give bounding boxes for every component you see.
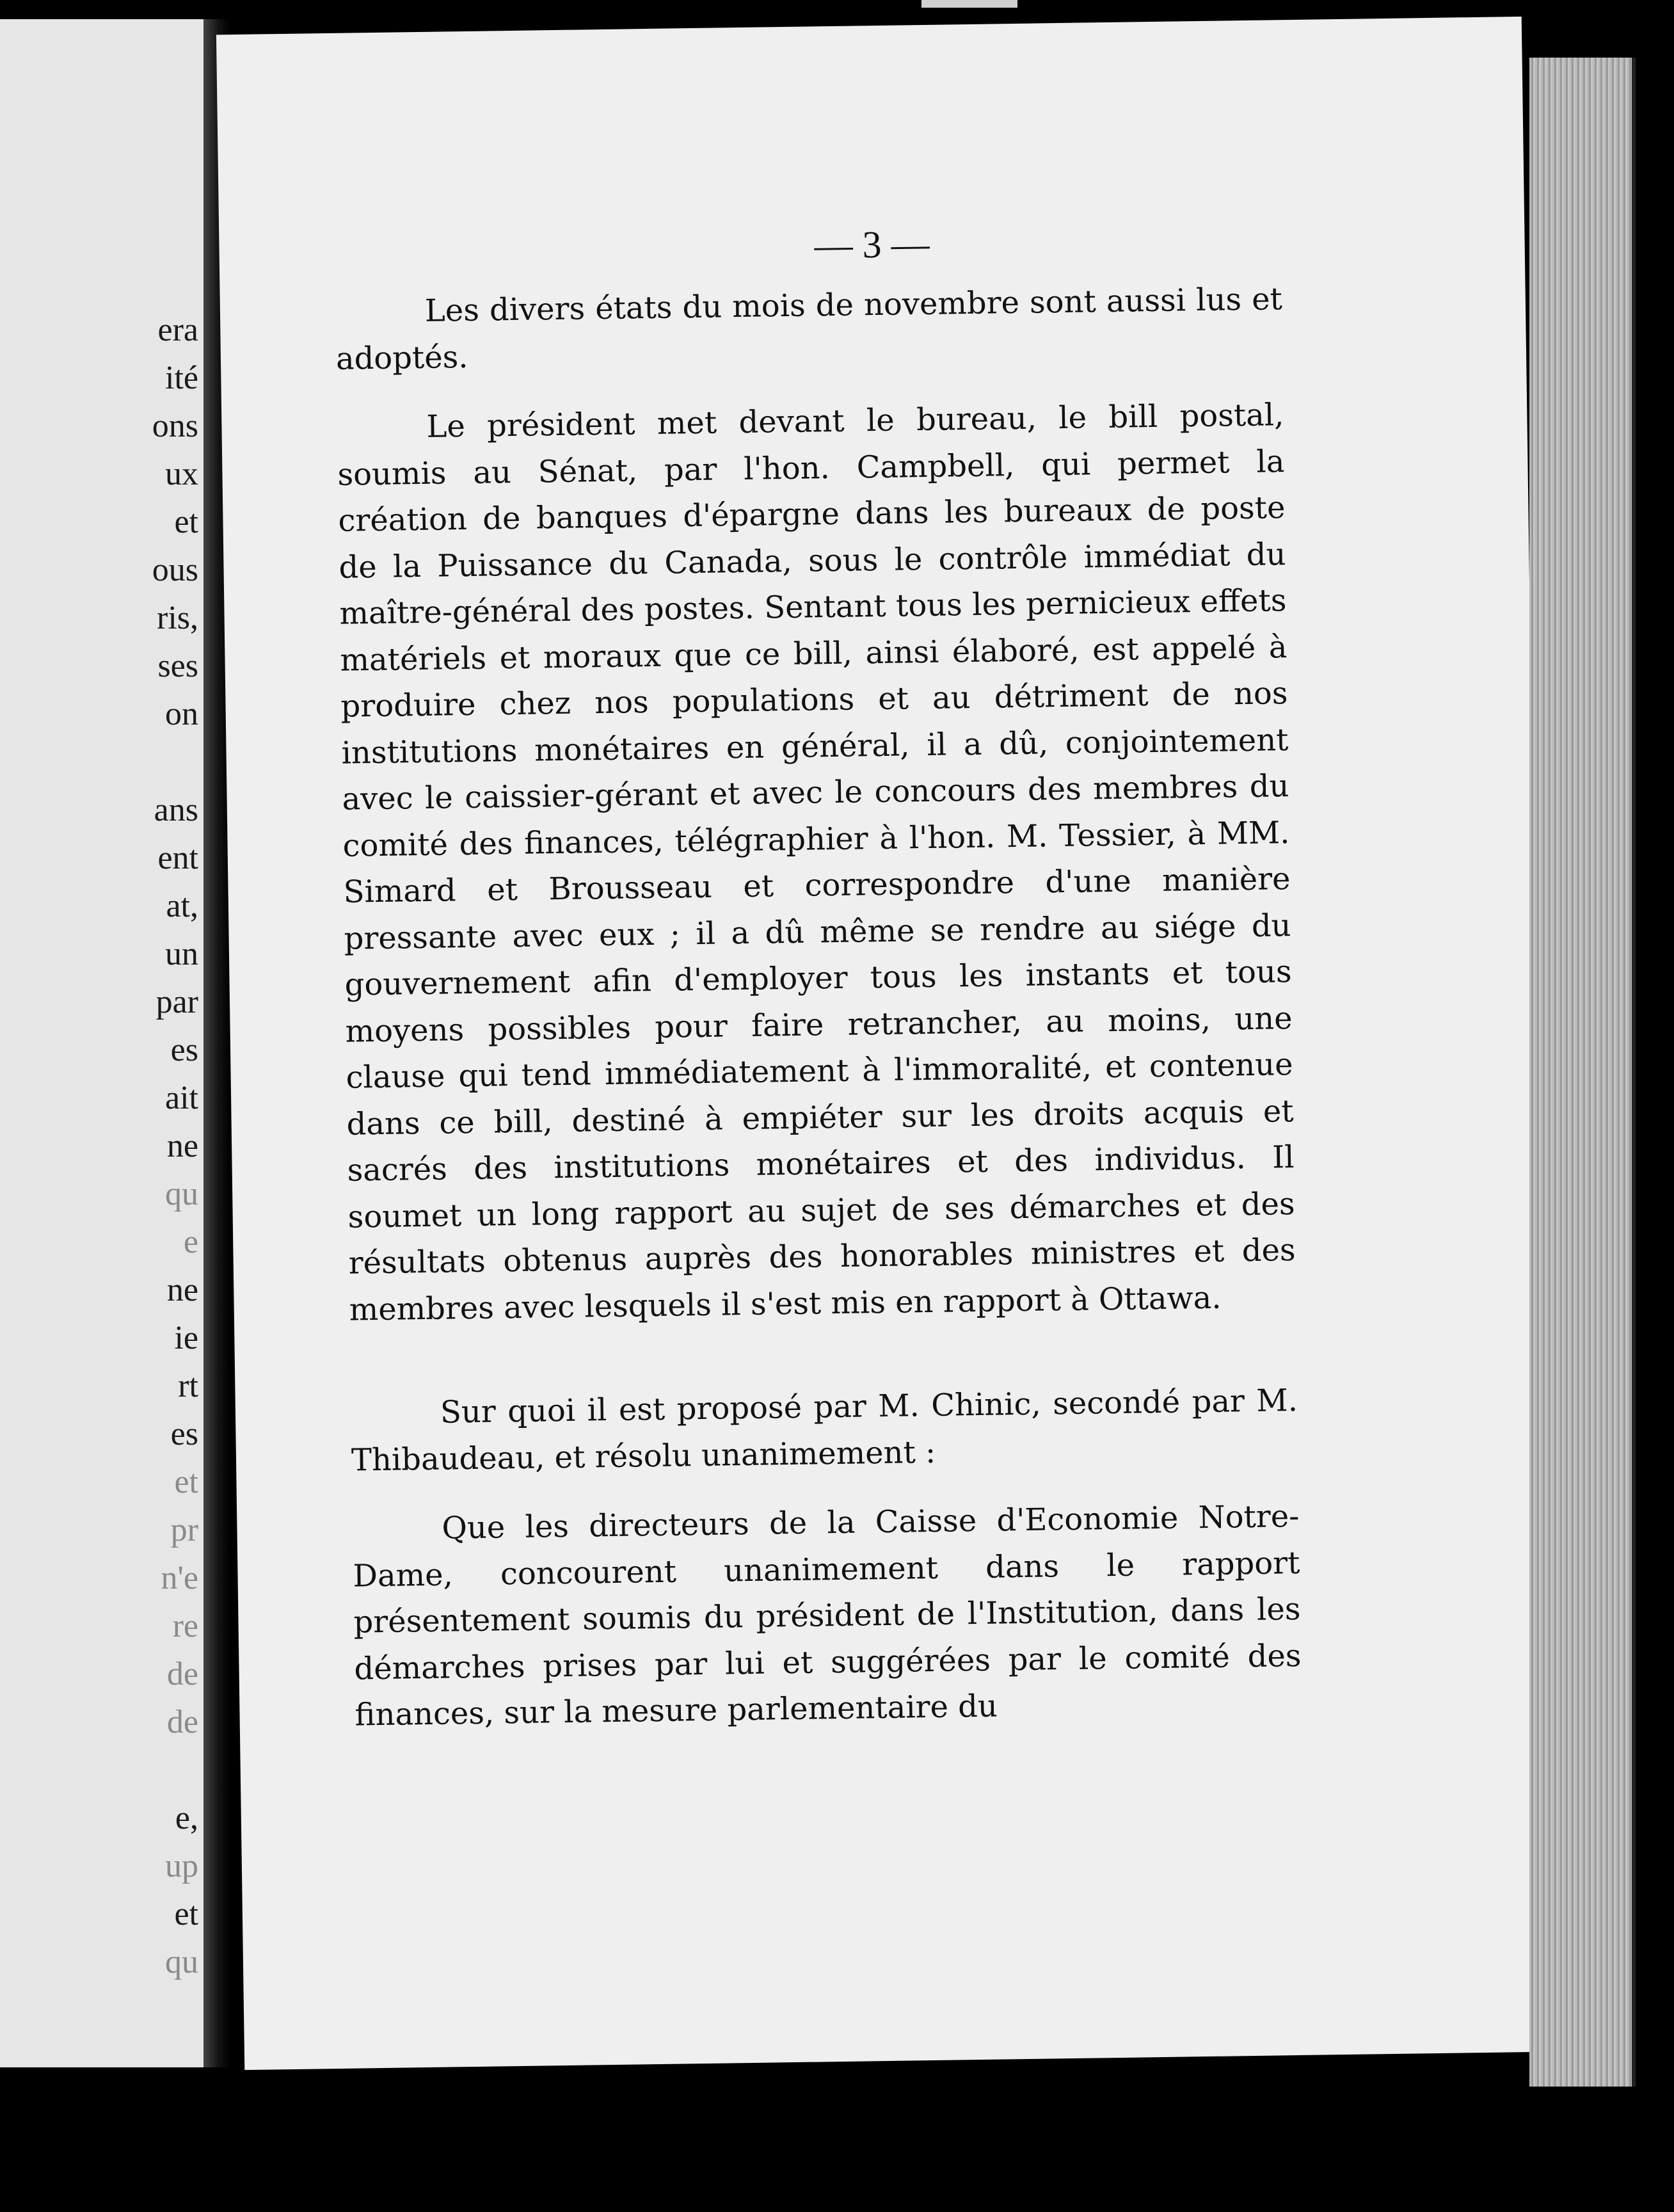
previous-page-line-fragment: ons bbox=[152, 408, 198, 444]
previous-page-line-fragment: re bbox=[172, 1608, 198, 1644]
previous-page-line-fragment: et bbox=[174, 504, 198, 540]
page-body bbox=[335, 276, 1302, 1738]
previous-page-line-fragment: pr bbox=[170, 1512, 198, 1548]
previous-page-line-fragment: de bbox=[166, 1704, 198, 1740]
previous-page-line-fragment: era bbox=[157, 312, 198, 348]
previous-page-line-fragment: es bbox=[170, 1032, 198, 1068]
paragraph-motion: Sur quoi il est proposé par M. Chinic, secondé par M. Thibaudeau, et résolu unanimement : bbox=[351, 1382, 1298, 1479]
previous-page-line-fragment: qu bbox=[165, 1176, 198, 1212]
previous-page-line-fragment: ans bbox=[154, 792, 198, 828]
previous-page-line-fragment: rt bbox=[178, 1368, 198, 1404]
previous-page-fragment bbox=[0, 19, 203, 2067]
paragraph-president-report: Le président met devant le bureau, le bill postal, soumis au Sénat, par l'hon. Campbell, qui permet la création de banques d'épargne dans les bureaux de poste de la Puissance du Canada, sous le contrôle immédiat du maître-général des postes. Sentant tous les pernicieux effets matériels et moraux que ce bill, ainsi élaboré, est appelé à produire chez nos populations et au détriment de nos institutions monétaires en général, il a dû, conjointement avec le caissier-gérant et avec le concours des membres du comité des finances, télégraphier à l'hon. M. Tessier, à MM. Simard et Brousseau et correspondre d'une manière pressante avec eux ; il a dû même se rendre au siége du gouvernement afin d'employer tous les instants et tous moyens possibles pour faire retrancher, au moins, une clause qui tend immédiatement à l'immoralité, et contenue dans ce bill, destiné à empiéter sur les droits acquis et sacrés des institutions monétaires et des individus. Il soumet un long rapport au sujet de ses démarches et des résultats obtenus auprès des honorables ministres et des membres avec lesquels il s'est mis en rapport à Ottawa. bbox=[337, 397, 1296, 1328]
previous-page-line-fragment: qu bbox=[165, 1944, 198, 1980]
page-number: — 3 — bbox=[814, 222, 930, 267]
scan-mark bbox=[921, 0, 1017, 8]
previous-page-line-fragment: un bbox=[165, 936, 198, 972]
previous-page-line-fragment: n'e bbox=[161, 1560, 198, 1596]
previous-page-line-fragment: et bbox=[174, 1896, 198, 1932]
previous-page-line-fragment: et bbox=[174, 1464, 198, 1500]
previous-page-line-fragment: par bbox=[155, 984, 198, 1020]
previous-page-line-fragment: ous bbox=[152, 552, 198, 588]
book-page bbox=[216, 17, 1550, 2070]
paragraph-resolution: Que les directeurs de la Caisse d'Economie Notre-Dame, concourent unanimement dans le rapport présentement soumis du président de l'Institution, dans les démarches prises par lui et suggérées par le comité des finances, sur la mesure parlementaire du bbox=[353, 1498, 1302, 1733]
previous-page-line-fragment: ie bbox=[174, 1320, 198, 1356]
previous-page-line-fragment: ris, bbox=[157, 600, 198, 636]
previous-page-line-fragment: es bbox=[170, 1416, 198, 1452]
previous-page-line-fragment: ent bbox=[157, 840, 198, 876]
previous-page-line-fragment: de bbox=[166, 1656, 198, 1692]
previous-page-line-fragment: e, bbox=[175, 1800, 198, 1836]
previous-page-line-fragment: ne bbox=[166, 1272, 198, 1308]
previous-page-line-fragment: ux bbox=[165, 456, 198, 492]
previous-page-line-fragment: on bbox=[165, 696, 198, 732]
page-stack-edge bbox=[1529, 58, 1636, 2087]
previous-page-line-fragment: up bbox=[165, 1848, 198, 1884]
previous-page-line-fragment: e bbox=[183, 1224, 198, 1260]
previous-page-line-fragment: ité bbox=[165, 360, 198, 396]
scan-border bbox=[1636, 0, 1674, 2212]
previous-page-line-fragment: ses bbox=[157, 648, 198, 684]
paragraph-states-adopted: Les divers états du mois de novembre sont aussi lus et adoptés. bbox=[335, 281, 1283, 377]
previous-page-line-fragment: ait bbox=[165, 1080, 198, 1116]
previous-page-line-fragment: ne bbox=[166, 1128, 198, 1164]
previous-page-line-fragment: at, bbox=[166, 888, 198, 924]
